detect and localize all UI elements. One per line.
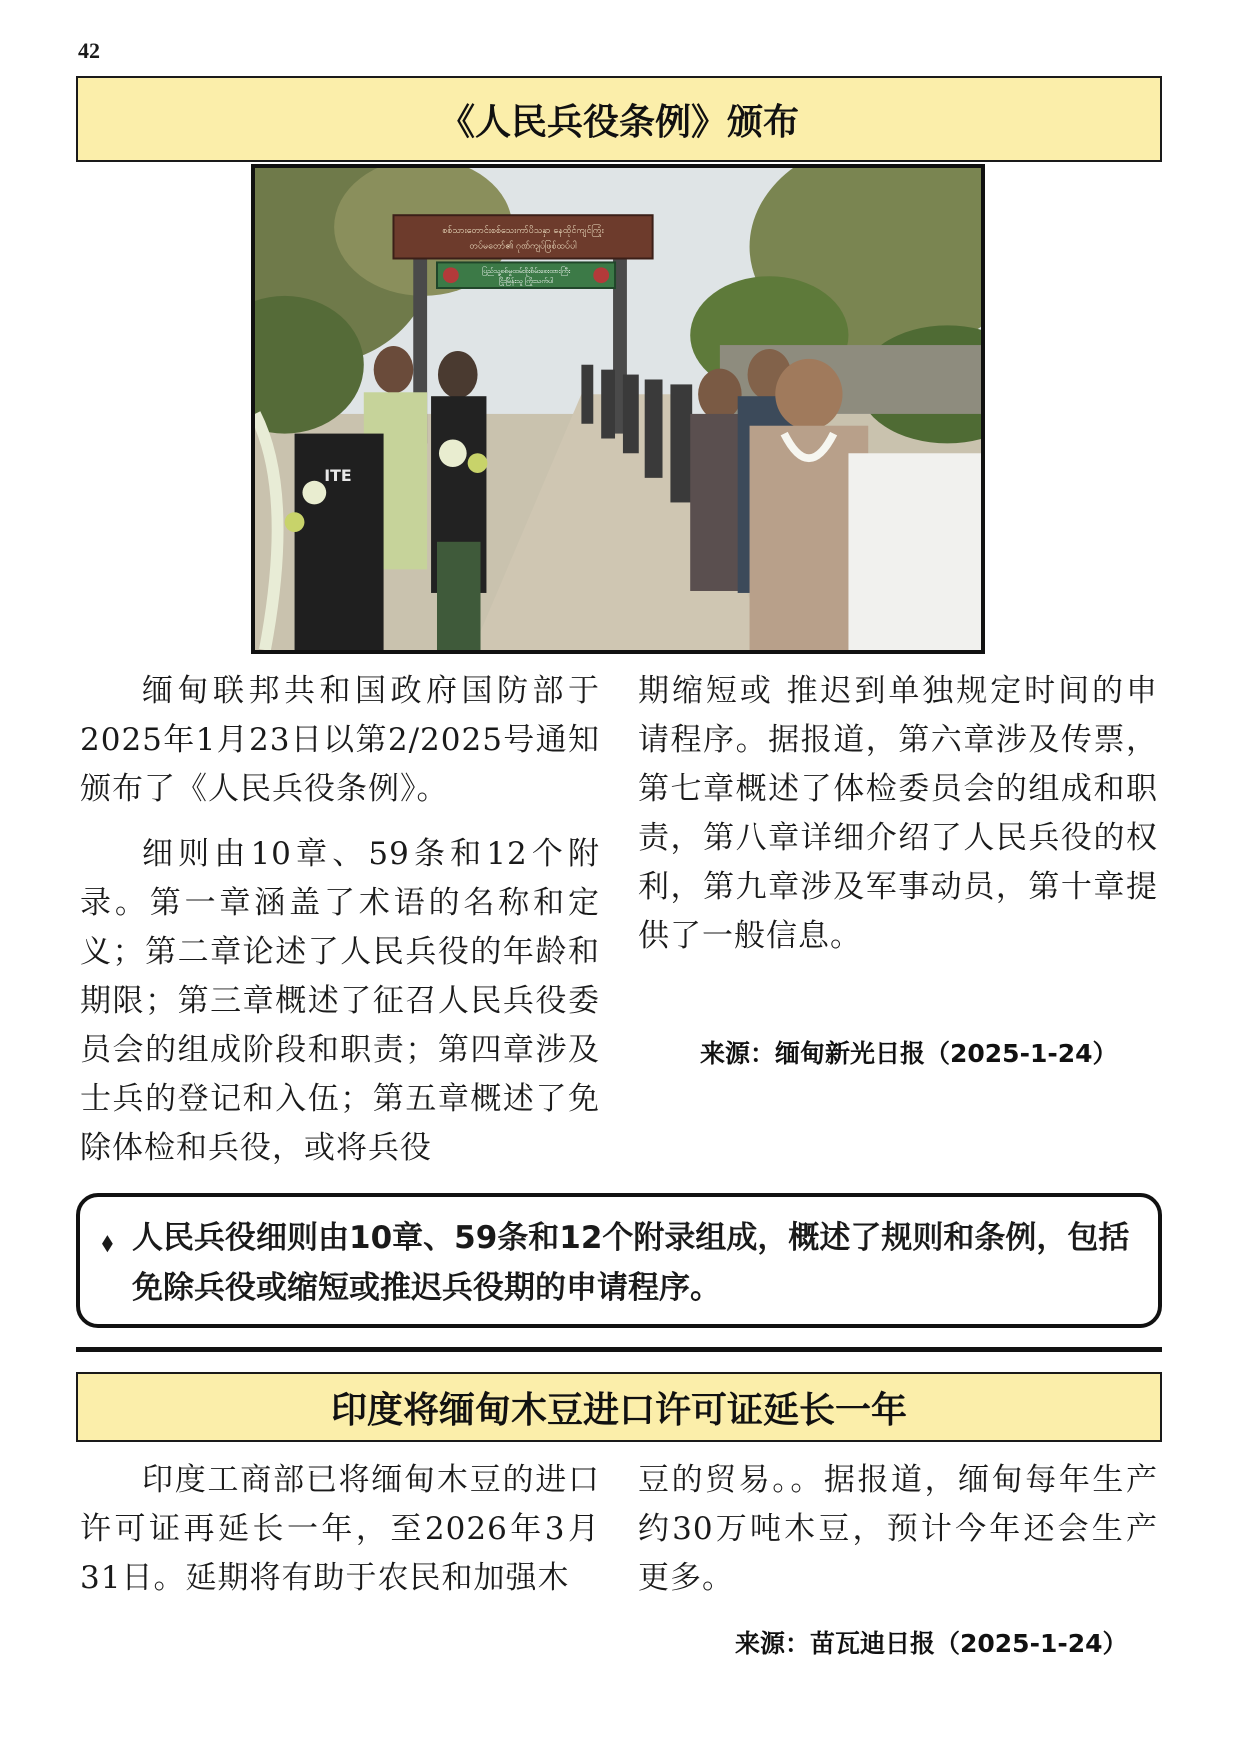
banner-text-line-2: တပ်မတော်၏ ဂုဏ်ကျပ်ဖြစ်ထပ်ပါ (469, 241, 577, 252)
shirt-text: ITE (324, 465, 352, 485)
section-divider (76, 1347, 1162, 1352)
article-1-paragraph-3: 期缩短或 推迟到单独规定时间的申请程序。据报道，第六章涉及传票，第七章概述了体检委员会的组成和职责，第八章详细介绍了人民兵役的权利，第九章涉及军事动员，第十章提供了一般信息。 (638, 673, 1158, 954)
article-1-photo (251, 164, 985, 654)
sign-text-line-1: ပြည်သူ့စစ်မှုထမ်းစိုးစိမ်းစေးထားကြီး (481, 267, 571, 276)
article-1-paragraph-2: 细则由10章、59条和12个附录。第一章涵盖了术语的名称和定义；第二章论述了人民兵役的年龄和期限；第三章概述了征召人民兵役委员会的组成阶段和职责；第四章涉及士兵的登记和入伍；第五章概述了免除体检和兵役，或将兵役 (80, 836, 600, 1166)
banner-text-line-1: စစ်သားတောင်းစစ်သေးကာ်ပိသနှာ နေထိုင်ကျင်ကြုံး (442, 225, 604, 236)
article-1-source: 来源：缅甸新光日报（2025-1-24） (700, 1039, 1118, 1068)
summary-box (76, 1193, 1162, 1328)
article-1-left-column (80, 667, 600, 1173)
sign-text-line-2: ငြိုးမြိန်းသူ ကြိုးသက်ပါ (498, 277, 554, 286)
article-2-title: 印度将缅甸木豆进口许可证延长一年 (76, 1372, 1162, 1442)
page-number: 42 (78, 38, 100, 63)
article-2-source: 来源：苗瓦迪日报（2025-1-24） (735, 1629, 1128, 1658)
bullet-icon: ⬧ (102, 1228, 113, 1256)
article-1-paragraph-1: 缅甸联邦共和国政府国防部于2025年1月23日以第2/2025号通知颁布了《人民兵役条例》。 (80, 673, 600, 807)
article-2-right-column (638, 1456, 1158, 1603)
article-1-right-column (638, 667, 1158, 961)
article-2-left-column (80, 1456, 600, 1603)
article-2-paragraph-2: 豆的贸易。。据报道，缅甸每年生产约30万吨木豆，预计今年还会生产更多。 (638, 1462, 1158, 1596)
article-1-title: 《人民兵役条例》颁布 (76, 76, 1162, 162)
article-2-paragraph-1: 印度工商部已将缅甸木豆的进口许可证再延长一年，至2026年3月31日。延期将有助于农民和加强木 (80, 1462, 600, 1596)
summary-text: 人民兵役细则由10章、59条和12个附录组成，概述了规则和条例，包括免除兵役或缩短或推迟兵役期的申请程序。 (132, 1220, 1130, 1306)
